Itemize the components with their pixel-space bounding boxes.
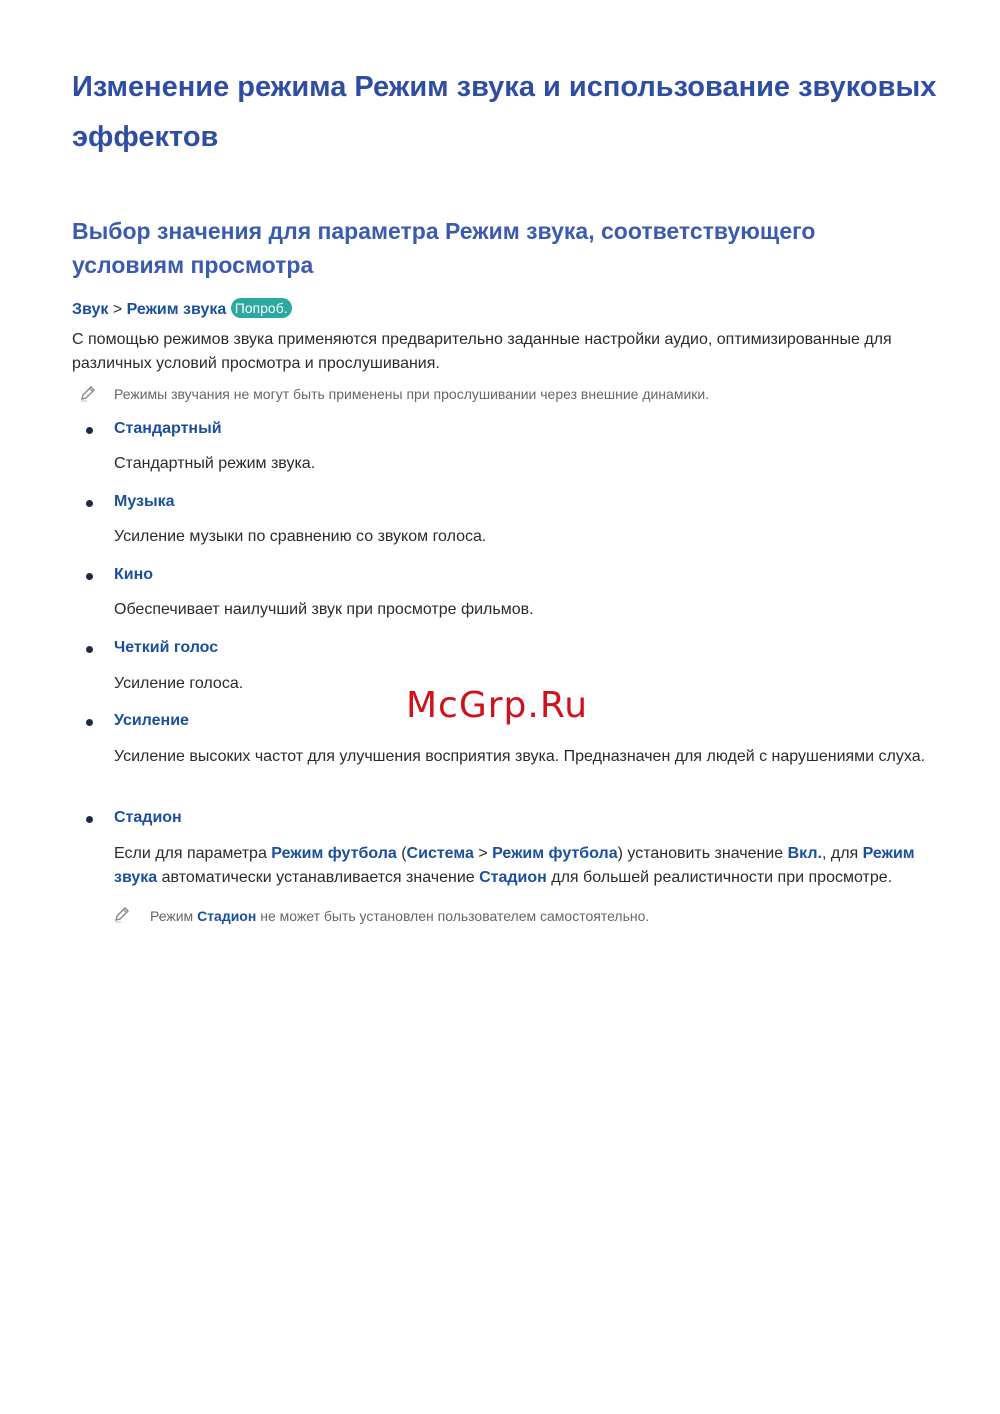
mode-music-title: Музыка xyxy=(114,493,175,510)
breadcrumb-sound[interactable]: Звук xyxy=(72,301,109,318)
link-football-mode-2[interactable]: Режим футбола xyxy=(492,845,618,862)
page-title: Изменение режима Режим звука и использование звуковых эффектов xyxy=(72,71,937,153)
bullet-icon xyxy=(86,573,93,580)
mode-standard-title: Стандартный xyxy=(114,420,222,437)
bullet-icon xyxy=(86,427,93,434)
link-system[interactable]: Система xyxy=(406,845,474,862)
value-stadium-note: Стадион xyxy=(197,908,257,924)
mode-amplify-title: Усиление xyxy=(114,712,189,729)
mode-movie-title: Кино xyxy=(114,566,154,583)
link-sound-mode[interactable]: Режим звука xyxy=(114,845,915,886)
bullet-icon xyxy=(86,719,93,726)
mode-clear-voice-title: Четкий голос xyxy=(114,639,219,656)
mode-amplify-desc: Усиление высоких частот для улучшения восприятия звука. Предназначен для людей с нарушениями слуха. xyxy=(114,748,926,765)
value-on: Вкл. xyxy=(787,845,822,862)
mode-stadium-desc: Если для параметра Режим футбола (Система > Режим футбола) установить значение Вкл., для Режим звука автоматически устанавливается значение Стадион для большей реалистичности при просмотре. xyxy=(114,845,915,886)
section-title: Выбор значения для параметра Режим звука, соответствующего условиям просмотра xyxy=(72,218,816,278)
link-football-mode[interactable]: Режим футбола xyxy=(271,845,397,862)
breadcrumb-sound-mode[interactable]: Режим звука xyxy=(126,301,227,318)
mode-standard-desc: Стандартный режим звука. xyxy=(114,455,316,472)
mode-movie-desc: Обеспечивает наилучший звук при просмотре фильмов. xyxy=(114,601,534,618)
intro-paragraph: С помощью режимов звука применяются предварительно заданные настройки аудио, оптимизированные для различных условий просмотра и прослушивания. xyxy=(72,331,892,372)
pencil-note-icon xyxy=(79,384,97,402)
mode-clear-voice-desc: Усиление голоса. xyxy=(114,675,244,692)
note-external-speakers: Режимы звучания не могут быть применены при прослушивании через внешние динамики. xyxy=(114,386,710,402)
breadcrumb xyxy=(72,298,292,321)
try-now-button[interactable]: Попроб. xyxy=(231,298,292,318)
bullet-icon xyxy=(86,646,93,653)
bullet-icon xyxy=(86,500,93,507)
watermark: McGrp.Ru xyxy=(406,685,589,726)
mode-music-desc: Усиление музыки по сравнению со звуком голоса. xyxy=(114,528,487,545)
bullet-icon xyxy=(86,816,93,823)
note-stadium: Режим Стадион не может быть установлен пользователем самостоятельно. xyxy=(150,908,650,924)
pencil-note-icon xyxy=(113,905,131,923)
mode-stadium-title: Стадион xyxy=(114,809,182,826)
value-stadium: Стадион xyxy=(479,869,547,886)
breadcrumb-separator: > xyxy=(112,301,123,318)
